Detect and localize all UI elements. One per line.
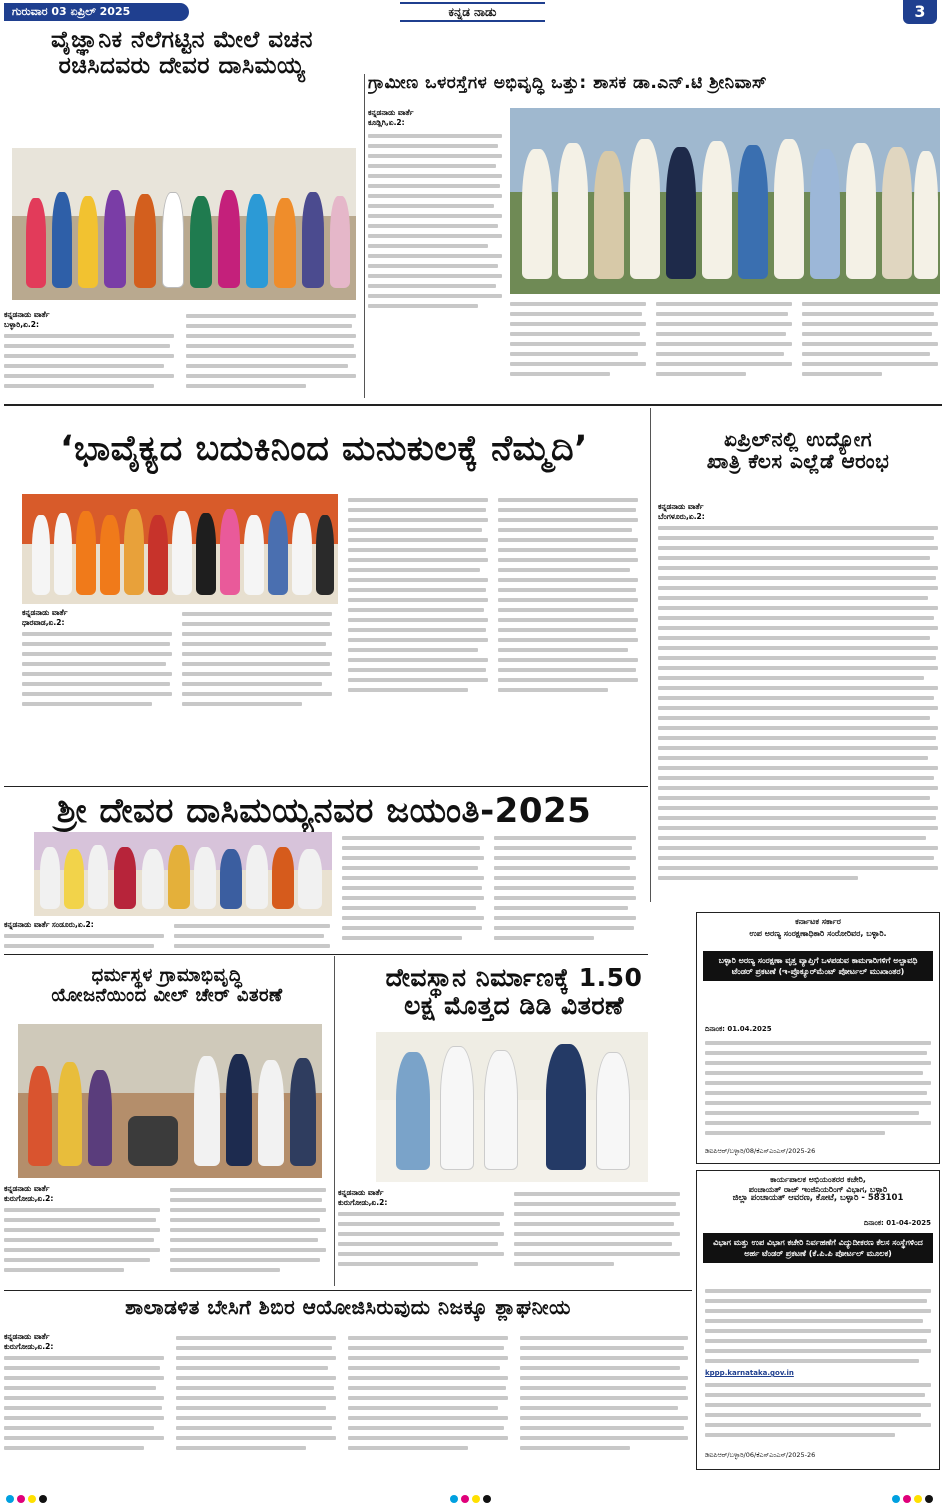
notice-1-banner: ಬಳ್ಳಾರಿ ಅರಣ್ಯ ಸಂರಕ್ಷಣಾ ವೃತ್ತ ವ್ಯಾಪ್ತಿಗೆ ಒಳಪಡುವ ಕಾಮಗಾರಿಗಳಿಗೆ ಅಲ್ಪಾವಧಿ ಟೆಂಡರ್ ಪ್ರಕಟಣೆ (ಇ-ಪ್ರೊಕ್ಯೂರ್‌ಮೆಂಟ್ ಪೋರ್ಟಲ್ ಮುಖಾಂತರ) — [703, 951, 933, 981]
black-mark — [39, 1495, 47, 1503]
article-2-headline: ಗ್ರಾಮೀಣ ಒಳರಸ್ತೆಗಳ ಅಭಿವೃದ್ಧಿ ಒತ್ತು: ಶಾಸಕ ಡಾ.ಎನ್.ಟಿ ಶ್ರೀನಿವಾಸ್ — [368, 74, 768, 93]
issue-date: ಗುರುವಾರ 03 ಏಪ್ರಿಲ್ 2025 — [4, 3, 189, 21]
article-5-headline: ಶ್ರೀ ದೇವರ ದಾಸಿಮಯ್ಯನವರ ಜಯಂತಿ-2025 — [56, 791, 592, 831]
article-8 — [4, 1292, 692, 1492]
notice-1-subtitle: ಉಪ ಅರಣ್ಯ ಸಂರಕ್ಷಣಾಧಿಕಾರಿ ಸಂರೋರಿವರ, ಬಳ್ಳಾರಿ. — [749, 928, 887, 938]
article-2 — [368, 74, 942, 400]
cyan-mark — [6, 1495, 14, 1503]
article-7 — [338, 956, 690, 1286]
article-6-body: ಕನ್ನಡನಾಡು ವಾರ್ತೆ ಕುರುಗೋಡು,ಏ.2: — [4, 1184, 330, 1284]
article-4-headline: ಏಪ್ರಿಲ್‌ನಲ್ಲಿ ಉದ್ಯೋಗ ಖಾತ್ರಿ ಕೆಲಸ ಎಲ್ಲೆಡೆ ಆರಂಭ — [706, 427, 890, 474]
notice-1-footer: ಡಿಐಪಿಆರ್/ಬಳ್ಳಾರಿ/08/ಕೆಎಸ್‌ಎಂಎಸ್/2025-26 — [705, 1147, 816, 1155]
black-mark — [925, 1495, 933, 1503]
cmyk-marks-center — [450, 1495, 491, 1503]
article-1-photo — [12, 148, 356, 300]
article-4 — [654, 410, 942, 902]
notice-2-title: ಕಾರ್ಯಪಾಲಕ ಅಭಿಯಂತರರ ಕಚೇರಿ, — [770, 1175, 866, 1184]
notice-2-date: ದಿನಾಂಕ: 01-04-2025 — [863, 1219, 931, 1227]
yellow-mark — [472, 1495, 480, 1503]
article-7-body: ಕನ್ನಡನಾಡು ವಾರ್ತೆ ಕುರುಗೋಡು,ಏ.2: — [338, 1188, 686, 1284]
magenta-mark — [461, 1495, 469, 1503]
article-3-photo — [22, 494, 338, 604]
notice-2-footer: ಡಿಐಪಿಆರ್/ಬಳ್ಳಾರಿ/06/ಕೆಎಸ್‌ಎಂಎಸ್/2025-26 — [705, 1451, 816, 1459]
article-3-headline: ‘ಭಾವೈಕ್ಯದ ಬದುಕಿನಿಂದ ಮನುಕುಲಕ್ಕೆ ನೆಮ್ಮದಿ’ — [60, 429, 588, 469]
notice-1-title: ಕರ್ನಾಟಕ ಸರ್ಕಾರ — [795, 917, 841, 926]
article-2-body: ಕನ್ನಡನಾಡು ವಾರ್ತೆ ಕೂಡ್ಲಿಗಿ,ಏ.2: — [368, 108, 504, 334]
page-number: 3 — [903, 0, 937, 24]
article-5-photo — [34, 832, 332, 916]
article-1-body-col2 — [186, 310, 358, 398]
article-6-headline: ಧರ್ಮಸ್ಥಳ ಗ್ರಾಮಾಭಿವೃದ್ಧಿ ಯೋಜನೆಯಿಂದ ವೀಲ್ ಚೇರ್ ವಿತರಣೆ — [51, 965, 283, 1007]
article-5-body: ಕನ್ನಡನಾಡು ವಾರ್ತೆ ಸಂಡೂರು,ಏ.2: — [4, 920, 334, 952]
cmyk-marks-right — [892, 1495, 933, 1503]
tender-notice-1 — [696, 912, 940, 1164]
article-1-headline: ವೈಜ್ಞಾನಿಕ ನೆಲೆಗಟ್ಟಿನ ಮೇಲೆ ವಚನ ರಚಿಸಿದವರು ದೇವರ ದಾಸಿಮಯ್ಯ — [51, 28, 313, 79]
article-8-headline: ಶಾಲಾಡಳಿತ ಬೇಸಿಗೆ ಶಿಬಿರ ಆಯೋಜಿಸಿರುವುದು ನಿಜಕ್ಕೂ ಶ್ಲಾಘನೀಯ — [125, 1295, 571, 1319]
notice-1-date: ದಿನಾಂಕ: 01.04.2025 — [705, 1025, 772, 1033]
article-3 — [4, 408, 644, 786]
page-header — [0, 0, 945, 24]
yellow-mark — [28, 1495, 36, 1503]
article-2-photo — [510, 108, 940, 294]
article-7-headline: ದೇವಸ್ಥಾನ ನಿರ್ಮಾಣಕ್ಕೆ 1.50 ಲಕ್ಷ ಮೊತ್ತದ ಡಿಡಿ ವಿತರಣೆ — [385, 963, 643, 1020]
yellow-mark — [914, 1495, 922, 1503]
article-7-photo — [376, 1032, 648, 1182]
article-3-body-col3 — [348, 494, 642, 784]
cyan-mark — [450, 1495, 458, 1503]
article-1-body: ಕನ್ನಡನಾಡು ವಾರ್ತೆ ಬಳ್ಳಾರಿ,ಏ.2: — [4, 310, 176, 398]
cyan-mark — [892, 1495, 900, 1503]
cmyk-marks-left — [6, 1495, 47, 1503]
magenta-mark — [903, 1495, 911, 1503]
article-5 — [4, 788, 644, 952]
article-2-body-col2 — [510, 298, 940, 398]
notice-2-subtitle: ಪಂಚಾಯತ್ ರಾಜ್ ಇಂಜಿನಿಯರಿಂಗ್ ವಿಭಾಗ, ಬಳ್ಳಾರಿ — [748, 1184, 888, 1194]
masthead: ಕನ್ನಡ ನಾಡು — [400, 2, 545, 22]
tender-notice-2 — [696, 1170, 940, 1470]
article-8-body: ಕನ್ನಡನಾಡು ವಾರ್ತೆ ಕುರುಗೋಡು,ಏ.2: — [4, 1332, 692, 1492]
notice-2-website[interactable]: kppp.karnataka.gov.in — [705, 1369, 794, 1377]
article-6 — [4, 958, 330, 1286]
article-6-photo — [18, 1024, 322, 1178]
notice-2-address: ಜಿಲ್ಲಾ ಪಂಚಾಯತ್ ಆವರಣ, ಕೋಟೆ, ಬಳ್ಳಾರಿ - 583101 — [732, 1193, 904, 1203]
magenta-mark — [17, 1495, 25, 1503]
article-5-body-col2 — [342, 832, 642, 950]
black-mark — [483, 1495, 491, 1503]
article-3-body: ಕನ್ನಡನಾಡು ವಾರ್ತೆ ಧಾರವಾಡ,ಏ.2: — [22, 608, 338, 784]
article-4-body: ಕನ್ನಡನಾಡು ವಾರ್ತೆ ಬೆಂಗಳೂರು,ಏ.2: — [658, 502, 940, 898]
notice-2-banner: ವಿಭಾಗ ಮತ್ತು ಉಪ ವಿಭಾಗ ಕಚೇರಿ ನಿರ್ವಹಣೆಗೆ ವಿದ್ಯುದೀಕರಣ ಕೆಲಸ ಸಂಸ್ಥೆಗಳಿಂದ ಅರ್ಹ ಟೆಂಡರ್ ಪ್ರಕಟಣೆ (ಕೆ.ಪಿ.ಪಿ ಪೋರ್ಟಲ್ ಮೂಲಕ) — [703, 1233, 933, 1263]
article-1 — [4, 28, 360, 398]
